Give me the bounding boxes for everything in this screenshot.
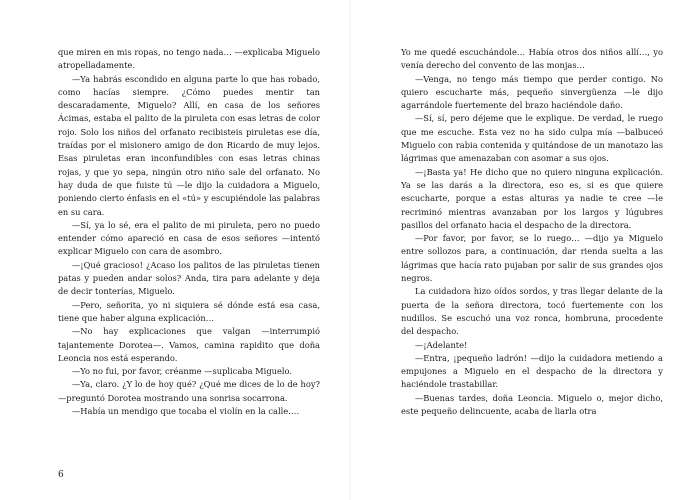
paragraph: que miren en mis ropas, no tengo nada… —explicaba Miguelo atropelladamente. bbox=[58, 47, 320, 71]
left-page-text bbox=[58, 46, 320, 418]
paragraph: —Yo no fui, por favor, créanme —suplicaba Miguelo. bbox=[72, 366, 293, 377]
paragraph: Yo me quedé escuchándole… Había otros dos niños allí…, yo venía derecho del convento de las monjas… bbox=[401, 47, 663, 71]
paragraph: —Buenas tardes, doña Leoncia. Miguelo o, mejor dicho, este pequeño delincuente, acaba de liarla otra bbox=[401, 392, 663, 417]
paragraph: —¡Adelante! bbox=[415, 339, 468, 350]
paragraph: —Entra, ¡pequeño ladrón! —dijo la cuidadora metiendo a empujones a Miguelo en el despacho de la directora y haciéndole trastabillar. bbox=[401, 352, 663, 390]
paragraph: —Pero, señorita, yo ni siquiera sé dónde está esa casa, tiene que haber alguna explicación… bbox=[58, 299, 320, 323]
paragraph: —Sí, ya lo sé, era el palito de mi piruleta, pero no puedo entender cómo apareció en casa de esos señores —intentó explicar Miguelo con cara de asombro. bbox=[58, 219, 320, 257]
paragraph: —Sí, sí, pero déjeme que le explique. De verdad, le ruego que me escuche. Esta vez no ha sido culpa mía —balbuceó Miguelo con rabia contenida y quitándose de un manotazo las lágrimas que amenazaban con asomar a sus ojos. bbox=[401, 113, 663, 164]
paragraph: —¡Qué gracioso! ¿Acaso los palitos de las piruletas tienen patas y pueden andar solos? Anda, tira para adelante y deja de decir tonterías, Miguelo. bbox=[58, 259, 320, 297]
paragraph: —Ya habrás escondido en alguna parte lo que has robado, como hacías siempre. ¿Cómo puedes mentir tan descaradamente, Miguelo? Allí, en casa de los señores Ácimas, estaba el palito de la piruleta con esas letras de color rojo. Solo los niños del orfanato recibisteis piruletas ese día, traídas por el misionero amigo de don Ricardo de muy lejos. Esas piruletas eran inconfundibles con esas letras chinas rojas, y que yo sepa, ningún otro niño sale del orfanato. No hay duda de que fuiste tú —le dijo la cuidadora a Miguelo, poniendo cierto énfasis en el «tú» y escupiéndole las palabras en su cara. bbox=[58, 73, 320, 217]
paragraph: —No hay explicaciones que valgan —interrumpió tajantemente Dorotea—. Vamos, camina rapidito que doña Leoncia nos está esperando. bbox=[58, 326, 320, 363]
paragraph: —Por favor, por favor, se lo ruego… —dijo ya Miguelo entre sollozos para, a continuación, dar rienda suelta a las lágrimas que hacía rato pujaban por salir de sus grandes ojos negros. bbox=[401, 233, 663, 284]
book-gutter bbox=[349, 0, 351, 500]
paragraph: —Había un mendigo que tocaba el violín en la calle…. bbox=[72, 406, 300, 417]
paragraph: —¡Basta ya! He dicho que no quiero ninguna explicación. Ya se las darás a la directora, eso es, si es que quiere escucharte, porque a estas alturas ya nadie te cree —le recriminó mientras avanzaban por los largos y lúgubres pasillos del orfanato hacia el despacho de la directora. bbox=[401, 166, 663, 230]
paragraph: —Ya, claro. ¿Y lo de hoy qué? ¿Qué me dices de lo de hoy? —preguntó Dorotea mostrando una sonrisa socarrona. bbox=[58, 379, 320, 403]
page-number: 6 bbox=[58, 470, 64, 480]
paragraph: —Venga, no tengo más tiempo que perder contigo. No quiero escucharte más, pequeño sinvergüenza —le dijo agarrándole fuertemente del brazo haciéndole daño. bbox=[401, 73, 663, 111]
paragraph: La cuidadora hizo oídos sordos, y tras llegar delante de la puerta de la señora directora, tocó fuertemente con los nudillos. Se escuchó una voz ronca, hombruna, procedente del despacho. bbox=[401, 286, 663, 337]
right-page-text bbox=[401, 46, 663, 418]
